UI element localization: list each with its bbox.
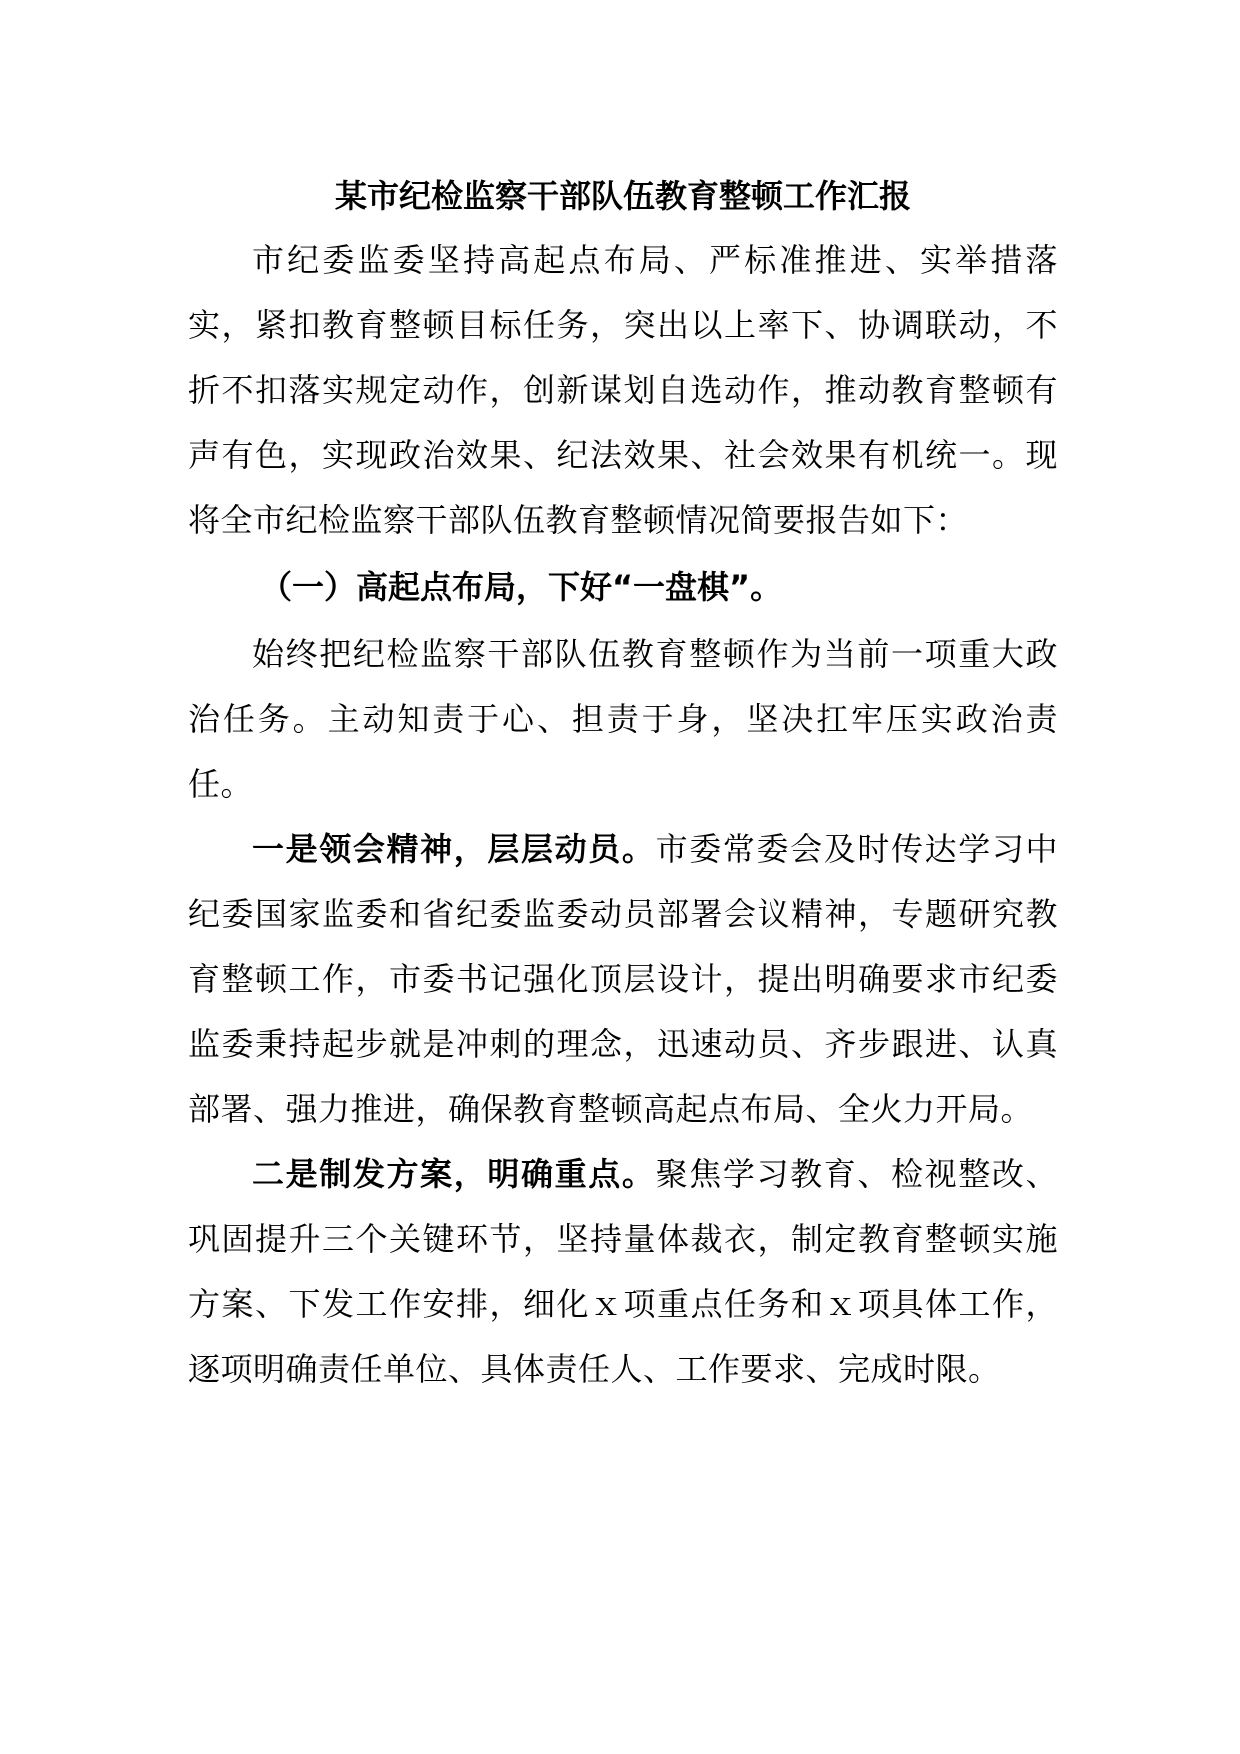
document-page bbox=[188, 170, 1058, 1402]
point-2-lead: 二是制发方案，明确重点。 bbox=[252, 1155, 656, 1193]
point-1-paragraph bbox=[188, 817, 1058, 1142]
section-heading-1: （一）高起点布局，下好“一盘棋”。 bbox=[260, 568, 783, 606]
document-title: 某市纪检监察干部队伍教育整顿工作汇报 bbox=[334, 177, 911, 215]
intro-paragraph: 市纪委监委坚持高起点布局、严标准推进、实举措落实，紧扣教育整顿目标任务，突出以上率下、协调联动，不折不扣落实规定动作，创新谋划自选动作，推动教育整顿有声有色，实现政治效果、纪法效果、社会效果有机统一。现将全市纪检监察干部队伍教育整顿情况简要报告如下： bbox=[188, 241, 1058, 539]
point-1-body: 市委常委会及时传达学习中纪委国家监委和省纪委监委动员部署会议精神，专题研究教育整顿工作，市委书记强化顶层设计，提出明确要求市纪委监委秉持起步就是冲刺的理念，迅速动员、齐步跟进、认真部署、强力推进，确保教育整顿高起点布局、全火力开局。 bbox=[188, 830, 1058, 1128]
section-1-paragraph: 始终把纪检监察干部队伍教育整顿作为当前一项重大政治任务。主动知责于心、担责于身，坚决扛牢压实政治责任。 bbox=[188, 635, 1058, 803]
point-2-body: 聚焦学习教育、检视整改、巩固提升三个关键环节，坚持量体裁衣，制定教育整顿实施方案、下发工作安排，细化ｘ项重点任务和ｘ项具体工作，逐项明确责任单位、具体责任人、工作要求、完成时限。 bbox=[188, 1155, 1058, 1388]
point-2-paragraph bbox=[188, 1142, 1058, 1402]
point-1-lead: 一是领会精神，层层动员。 bbox=[252, 830, 656, 868]
